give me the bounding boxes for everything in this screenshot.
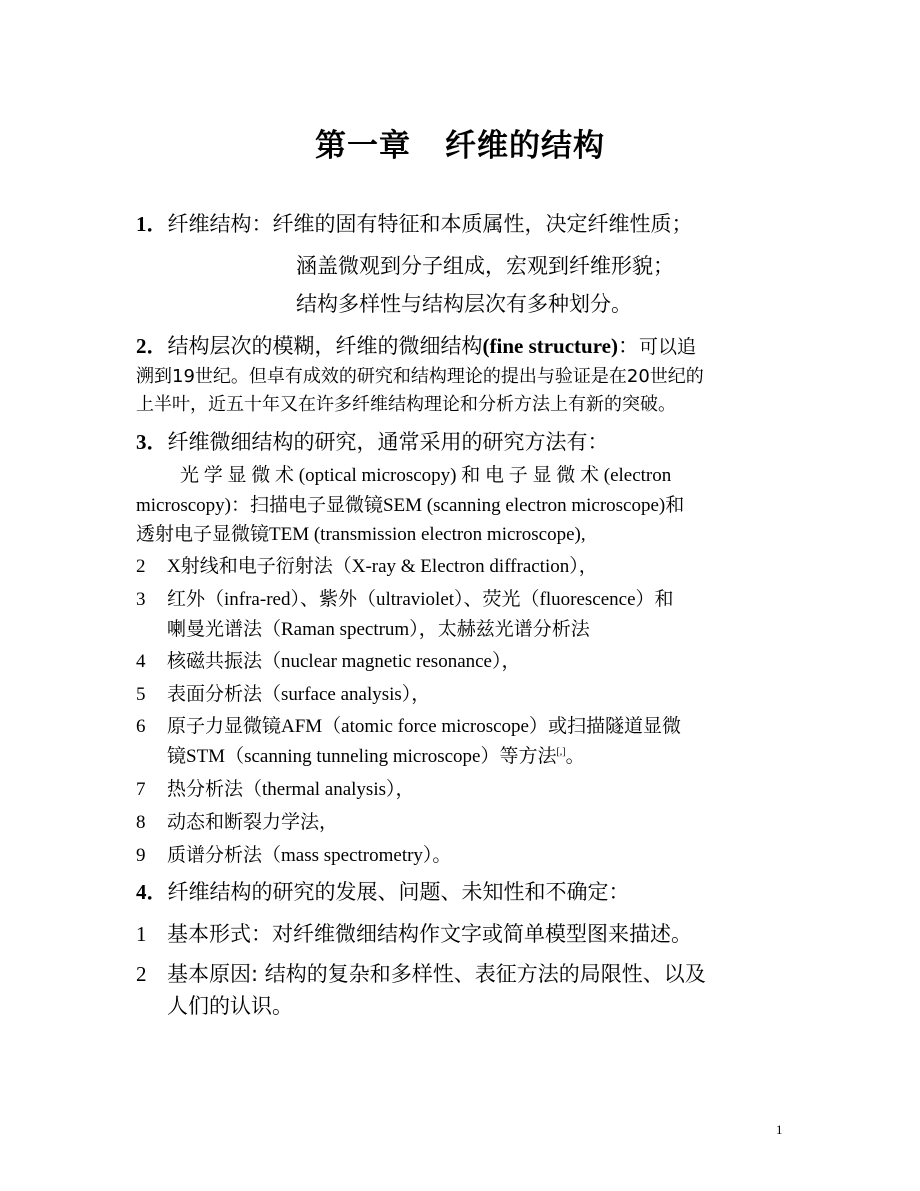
citation-marker: [,] bbox=[556, 746, 566, 758]
section-3-intro-1: 光 学 显 微 术 (optical microscopy) 和 电 子 显 微 术 (electron bbox=[180, 465, 672, 486]
method-item-cont: 镜STM（scanning tunneling microscope）等方法[,]。 bbox=[167, 746, 585, 767]
section-3-heading: 3．纤维微细结构的研究，通常采用的研究方法有： bbox=[136, 430, 609, 454]
method-item: 5 表面分析法（surface analysis）， bbox=[136, 684, 431, 705]
method-item-cont: 喇曼光谱法（Raman spectrum），太赫兹光谱分析法 bbox=[167, 619, 590, 640]
section-3-intro-2: microscopy)：扫描电子显微镜SEM (scanning electron microscope)和 bbox=[136, 495, 685, 516]
section-3-intro-3: 透射电子显微镜TEM (transmission electron microscope), bbox=[136, 524, 586, 545]
method-item: 7 热分析法（thermal analysis）， bbox=[136, 779, 415, 800]
method-item: 6 原子力显微镜AFM（atomic force microscope）或扫描隧道显微 bbox=[136, 716, 681, 737]
issue-item: 2 基本原因: 结构的复杂和多样性、表征方法的局限性、以及 bbox=[136, 962, 706, 986]
section-2-line-3: 上半叶，近五十年又在许多纤维结构理论和分析方法上有新的突破。 bbox=[136, 394, 676, 415]
method-item: 3 红外（infra-red）、紫外（ultraviolet）、荧光（fluorescence）和 bbox=[136, 589, 674, 610]
method-item: 2 X射线和电子衍射法（X-ray & Electron diffraction）， bbox=[136, 556, 598, 577]
section-2-heading: 2．结构层次的模糊，纤维的微细结构(fine structure)：可以追 bbox=[136, 334, 697, 358]
chapter-number: 第一章 bbox=[315, 128, 411, 164]
issue-item-cont: 人们的认识。 bbox=[167, 994, 293, 1018]
method-item: 9 质谱分析法（mass spectrometry）。 bbox=[136, 845, 452, 866]
section-4-heading: 4．纤维结构的研究的发展、问题、未知性和不确定： bbox=[136, 880, 630, 904]
issue-item: 1 基本形式：对纤维微细结构作文字或简单模型图来描述。 bbox=[136, 922, 692, 946]
method-item: 8 动态和断裂力学法， bbox=[136, 812, 339, 833]
chapter-title bbox=[0, 120, 920, 165]
method-item: 4 核磁共振法（nuclear magnetic resonance）， bbox=[136, 651, 521, 672]
page-number: 1 bbox=[776, 1122, 783, 1137]
section-1-line-3: 结构多样性与结构层次有多种划分。 bbox=[296, 292, 632, 316]
section-2-line-2: 溯到19世纪。但卓有成效的研究和结构理论的提出与验证是在20世纪的 bbox=[136, 366, 704, 387]
section-1-line-2: 涵盖微观到分子组成，宏观到纤维形貌； bbox=[296, 254, 674, 278]
chapter-name: 纤维的结构 bbox=[445, 128, 605, 164]
section-1-line-1: 1．纤维结构：纤维的固有特征和本质属性，决定纤维性质； bbox=[136, 212, 693, 236]
